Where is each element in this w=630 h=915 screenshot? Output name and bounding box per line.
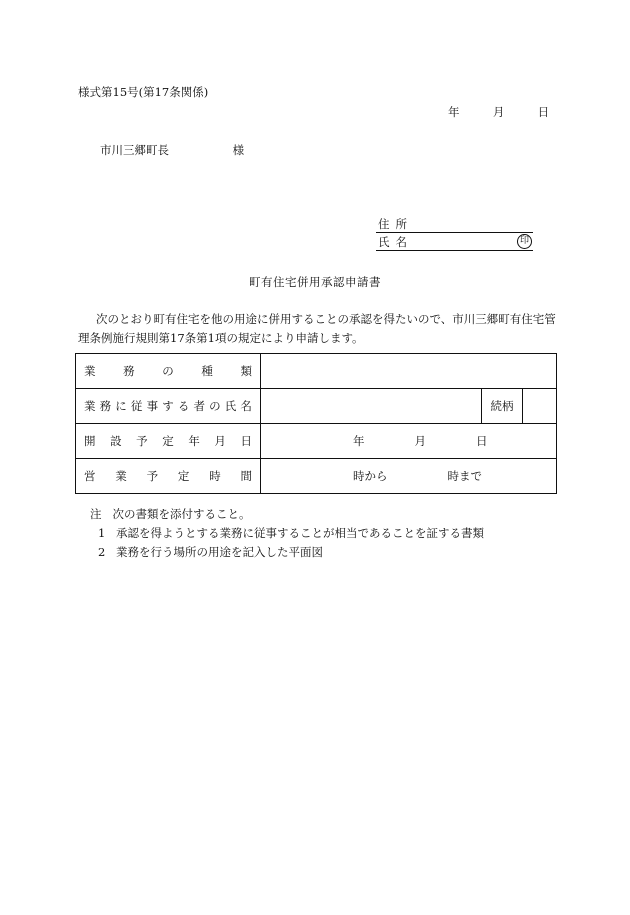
date-year: 年	[448, 105, 460, 119]
application-table	[75, 353, 557, 494]
table-row	[76, 459, 557, 494]
form-number: 様式第15号(第17条関係)	[78, 85, 209, 99]
note-text: 承認を得ようとする業務に従事することが相当であることを証する書類	[116, 526, 484, 540]
business-hours-field[interactable]	[261, 459, 557, 494]
worker-name-field[interactable]	[261, 389, 482, 424]
business-type-field[interactable]	[261, 354, 557, 389]
notes-heading	[90, 505, 484, 524]
opening-date-label	[76, 424, 261, 459]
relation-label: 続柄	[482, 389, 523, 424]
name-label: 氏名	[378, 235, 413, 249]
opening-month: 月	[414, 434, 426, 448]
business-type-label-text: 業 務 の 種 類	[84, 364, 252, 378]
worker-name-label-text: 業 務 に 従 事 す る 者 の 氏 名	[84, 399, 252, 413]
business-hours-label-text: 営 業 予 定 時 間	[84, 469, 252, 483]
opening-date-label-text: 開 設 予 定 年 月 日	[84, 434, 252, 448]
list-item	[90, 543, 484, 562]
applicant-name-line[interactable]	[376, 234, 533, 251]
seal-icon: 印	[517, 234, 532, 249]
addressee	[100, 142, 244, 158]
date-month: 月	[492, 105, 505, 119]
relation-field[interactable]	[523, 389, 557, 424]
table-row	[76, 424, 557, 459]
table-row	[76, 389, 557, 424]
date-line	[448, 104, 549, 120]
addressee-name: 市川三郷町長	[100, 143, 169, 157]
table-row	[76, 354, 557, 389]
list-item	[90, 524, 484, 543]
address-label: 住所	[378, 217, 413, 231]
opening-day: 日	[476, 434, 488, 448]
body-text: 次のとおり町有住宅を他の用途に併用することの承認を得たいので、市川三郷町有住宅管理条例施行規則第17条第1項の規定により申請します。	[78, 312, 556, 345]
notes	[90, 505, 484, 562]
note-number: 1	[98, 526, 106, 540]
note-text: 業務を行う場所の用途を記入した平面図	[116, 545, 323, 559]
business-type-label	[76, 354, 261, 389]
hours-from: 時から	[353, 469, 388, 483]
addressee-honorific: 様	[232, 143, 245, 157]
note-number: 2	[98, 545, 106, 559]
notes-mark: 注	[90, 507, 102, 521]
applicant-address-line[interactable]	[376, 216, 533, 233]
business-hours-label	[76, 459, 261, 494]
opening-date-field[interactable]	[261, 424, 557, 459]
worker-name-label	[76, 389, 261, 424]
date-day: 日	[537, 105, 550, 119]
notes-heading-text: 次の書類を添付すること。	[112, 507, 251, 521]
hours-to: 時まで	[447, 469, 482, 483]
opening-year: 年	[353, 434, 365, 448]
document-title: 町有住宅併用承認申請書	[249, 275, 381, 289]
